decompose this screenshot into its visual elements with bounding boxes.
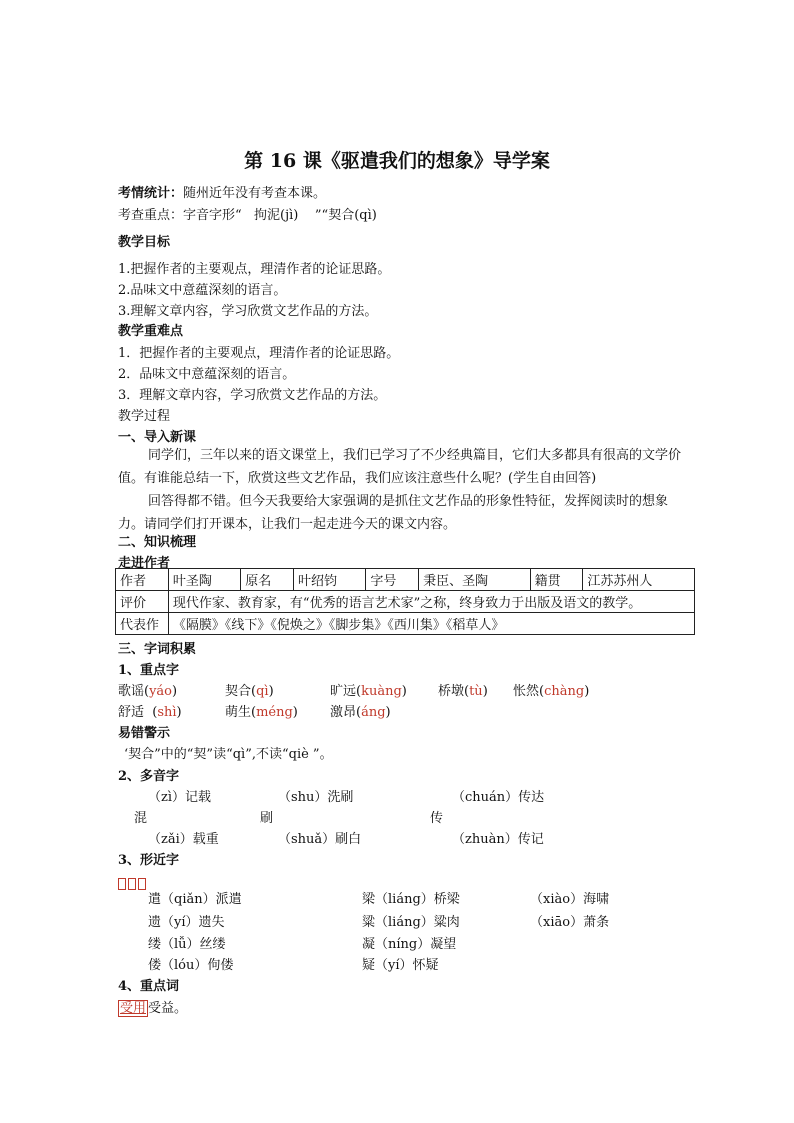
vocab-pinyin: kuàng: [361, 684, 402, 699]
key-word: 受用: [120, 1001, 147, 1016]
vocab-word: 萌生(: [225, 705, 257, 720]
table-row: [116, 613, 695, 635]
poly-item: （zǎi）载重: [148, 832, 219, 847]
table-cell: 江苏苏州人: [583, 569, 695, 591]
vocab-item: [513, 680, 589, 699]
intro-paragraph: 同学们，三年以来的语文课堂上，我们已学习了不少经典篇目，它们大多都具有很高的文学价值。有谁能总结一下，欣赏这些文艺作品，我们应该注意些什么呢？(学生自由回答): [118, 448, 682, 486]
goal-item: 2.品味文中意蕴深刻的语言。: [118, 283, 287, 298]
vocab-word: 舒适 (: [118, 705, 158, 720]
vocab-pinyin: méng: [256, 705, 293, 720]
similar-item: （xiào）海啸: [530, 892, 610, 907]
vocab-close: ): [584, 684, 590, 699]
key-chars-heading: 1、重点字: [118, 663, 180, 678]
vocab-pinyin: yáo: [149, 684, 172, 699]
key-point-item: 1．把握作者的主要观点，理清作者的论证思路。: [118, 346, 400, 361]
table-row: [116, 569, 695, 591]
intro-heading: 一、导入新课: [118, 430, 197, 445]
poly-char: 混: [134, 811, 148, 826]
similar-item: 梁（liáng）桥梁: [362, 892, 460, 907]
table-cell: 秉臣、圣陶: [419, 569, 531, 591]
similar-item: 遣（qiǎn）派遣: [148, 892, 242, 907]
vocab-close: ): [268, 684, 274, 699]
vocab-word: 契合(: [225, 684, 257, 699]
vocab-close: ): [482, 684, 488, 699]
poly-item: （zì）记载: [148, 790, 212, 805]
goals-heading: 教学目标: [118, 235, 171, 250]
similar-item: 粱（liáng）粱肉: [362, 915, 460, 930]
exam-stats-label: 考情统计：: [118, 186, 184, 201]
key-point-item: 2．品味文中意蕴深刻的语言。: [118, 367, 296, 382]
warning-heading: 易错警示: [118, 726, 171, 741]
vocab-close: ): [172, 684, 178, 699]
table-cell: 叶圣陶: [168, 569, 240, 591]
vocab-word: 旷远(: [330, 684, 362, 699]
key-word-rest: 受益。: [148, 1001, 188, 1016]
knowledge-heading: 二、知识梳理: [118, 535, 197, 550]
vocab-close: ): [292, 705, 298, 720]
similar-item: 缕（lǚ）丝缕: [148, 937, 226, 952]
intro-paragraphs: [118, 444, 690, 536]
table-cell: 评价: [116, 591, 169, 613]
similar-item: 凝（níng）凝望: [362, 937, 457, 952]
vocab-pinyin: shì: [157, 705, 177, 720]
marker-icon: [118, 876, 148, 891]
table-cell: 字号: [366, 569, 419, 591]
similar-item: 偻（lóu）佝偻: [148, 958, 234, 973]
vocab-close: ): [385, 705, 391, 720]
goal-item: 3.理解文章内容，学习欣赏文艺作品的方法。: [118, 304, 378, 319]
table-cell: 叶绍钧: [294, 569, 366, 591]
vocab-pinyin: qì: [256, 684, 269, 699]
table-cell: 籍贯: [530, 569, 583, 591]
table-cell: 代表作: [116, 613, 169, 635]
poly-char: 刷: [260, 811, 274, 826]
vocab-item: [118, 680, 177, 699]
exam-stats: [118, 182, 326, 201]
poly-item: （chuán）传达: [452, 790, 545, 805]
key-points-heading: 教学重难点: [118, 324, 184, 339]
key-point-item: 3．理解文章内容，学习欣赏文艺作品的方法。: [118, 388, 387, 403]
vocab-pinyin: áng: [361, 705, 386, 720]
vocab-item: [225, 701, 298, 720]
table-cell: 现代作家、教育家，有“优秀的语言艺术家”之称，终身致力于出版及语文的教学。: [168, 591, 694, 613]
poly-char: 传: [430, 811, 444, 826]
similar-heading: 3、形近字: [118, 853, 180, 868]
poly-item: （zhuàn）传记: [452, 832, 544, 847]
poly-item: （shu）洗刷: [278, 790, 354, 805]
poly-heading: 2、多音字: [118, 769, 180, 784]
key-words-heading: 4、重点词: [118, 979, 180, 994]
vocab-close: ): [401, 684, 407, 699]
vocab-close: ): [176, 705, 182, 720]
exam-focus: 考查重点：字音字形“ 拘泥(jì) ”“契合(qì): [118, 208, 377, 223]
vocab-item: [438, 680, 488, 699]
author-table: [115, 568, 695, 635]
similar-item: （xiāo）萧条: [530, 915, 610, 930]
process-heading: 教学过程: [118, 409, 171, 424]
vocab-word: 怅然(: [513, 684, 545, 699]
vocab-pinyin: tù: [469, 684, 483, 699]
similar-item: 疑（yí）怀疑: [362, 958, 439, 973]
exam-stats-text: 随州近年没有考查本课。: [183, 186, 327, 201]
intro-paragraph: 回答得都不错。但今天我要给大家强调的是抓住文艺作品的形象性特征，发挥阅读时的想象力。请同学们打开课本，让我们一起走进今天的课文内容。: [118, 494, 669, 532]
vocab-item: [225, 680, 274, 699]
vocab-word: 歌谣(: [118, 684, 150, 699]
goal-item: 1.把握作者的主要观点，理清作者的论证思路。: [118, 262, 391, 277]
table-cell: 原名: [241, 569, 294, 591]
page-title: 第 16 课《驱遣我们的想象》导学案: [244, 150, 550, 172]
vocab-word: 桥墩(: [438, 684, 470, 699]
table-cell: 《隔膜》《线下》《倪焕之》《脚步集》《西川集》《稻草人》: [168, 613, 694, 635]
similar-item: 遗（yí）遗失: [148, 915, 225, 930]
vocab-word: 激昂(: [330, 705, 362, 720]
vocab-pinyin: chàng: [544, 684, 585, 699]
vocab-item: [330, 701, 391, 720]
table-row: [116, 591, 695, 613]
warning-text: ‘契合”中的“契”读“qì”,不读“qiè ”。: [124, 747, 333, 762]
key-word-line: [118, 997, 187, 1016]
vocab-item: [330, 680, 407, 699]
poly-item: （shuǎ）刷白: [278, 832, 362, 847]
table-cell: 作者: [116, 569, 169, 591]
author-heading: 走进作者: [118, 556, 171, 571]
vocab-heading: 三、字词积累: [118, 642, 197, 657]
vocab-item: [118, 701, 182, 720]
